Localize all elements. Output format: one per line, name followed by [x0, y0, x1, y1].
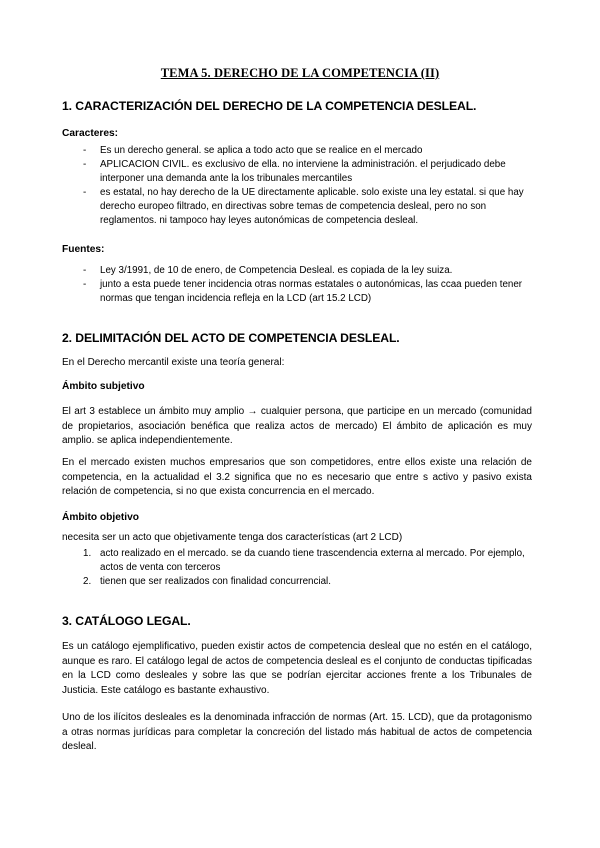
section-2-intro: En el Derecho mercantil existe una teoría general: [62, 357, 285, 368]
ambito-subjetivo-paragraph-1: El art 3 establece un ámbito muy amplio → cualquier persona, que participe en un mercado (comunidad de propietarios, asociación benéfica que realiza actos de mercado) El ámbito de aplicación es muy amplio. se aplica independientemente. [62, 406, 532, 447]
dash-marker: - [83, 186, 87, 198]
section-1-heading: 1. CARACTERIZACIÓN DEL DERECHO DE LA COMPETENCIA DESLEAL. [62, 99, 477, 113]
list-item: 2. tienen que ser realizados con finalidad concurrencial. [83, 575, 331, 587]
document-title: TEMA 5. DERECHO DE LA COMPETENCIA (II) [160, 66, 440, 80]
ambito-objetivo-intro: necesita ser un acto que objetivamente tenga dos características (art 2 LCD) [62, 532, 403, 543]
section-3-paragraph-1: Es un catálogo ejemplificativo, pueden existir actos de competencia desleal que no estén en el catálogo, aunque es raro. El catálogo legal de actos de competencia desleal es el conjunto de conductas tipificadas en la LCD como desleales y sobre las que se podrían ejercitar acciones frente a los Tribunales de Justicia. Este catálogo es bastante exhaustivo. [62, 641, 532, 696]
ambito-subjetivo-paragraph-2: En el mercado existen muchos empresarios que son competidores, entre ellos existe una relación de competencia, en la actualidad el 3.2 significa que no es necesario que entre s activo y pasivo exista relación de competencia, si no que exista concurrencia en el mercado. [62, 457, 532, 498]
list-item: - es estatal, no hay derecho de la UE directamente aplicable. solo existe una ley estatal. si que hay derecho europeo filtrado, en directivas sobre temas de competencia desleal, pero no son reglamentos. ni tampoco hay leyes autonómicas de competencia desleal. [83, 186, 524, 226]
fuentes-label: Fuentes: [62, 244, 105, 255]
ambito-subjetivo-label: Ámbito subjetivo [62, 381, 145, 392]
list-item: - junto a esta puede tener incidencia otras normas estatales o autonómicas, las ccaa pueden tener normas que tengan incidencia refleja en la LCD (art 15.2 LCD) [83, 278, 523, 304]
section-3-paragraph-2: Uno de los ilícitos desleales es la denominada infracción de normas (Art. 15. LCD), que da protagonismo a otras normas jurídicas para completar la concreción del listado más habitual de actos de competencia desleal. [62, 712, 532, 753]
ambito-objetivo-label: Ámbito objetivo [62, 512, 139, 523]
caracteres-list [62, 144, 538, 227]
dash-marker: - [83, 158, 87, 170]
number-marker: 2. [83, 575, 92, 587]
section-3-heading: 3. CATÁLOGO LEGAL. [62, 614, 191, 628]
section-2-heading: 2. DELIMITACIÓN DEL ACTO DE COMPETENCIA DESLEAL. [62, 331, 400, 345]
dash-marker: - [83, 265, 87, 276]
list-item: - Ley 3/1991, de 10 de enero, de Competencia Desleal. es copiada de la ley suiza. [83, 265, 453, 276]
dash-marker: - [83, 145, 87, 156]
fuentes-list [62, 264, 538, 306]
caracteres-label: Caracteres: [62, 128, 119, 139]
list-item: 1. acto realizado en el mercado. se da cuando tiene trascendencia externa al mercado. Por ejemplo, actos de venta con terceros [83, 548, 525, 573]
list-item: - Es un derecho general. se aplica a todo acto que se realice en el mercado [83, 145, 423, 156]
dash-marker: - [83, 278, 87, 290]
list-item: - APLICACION CIVIL. es exclusivo de ella. no interviene la administración. el perjudicado debe interponer una demanda ante la los tribunales mercantiles [83, 158, 506, 184]
number-marker: 1. [83, 548, 92, 559]
ambito-objetivo-list [62, 547, 538, 589]
